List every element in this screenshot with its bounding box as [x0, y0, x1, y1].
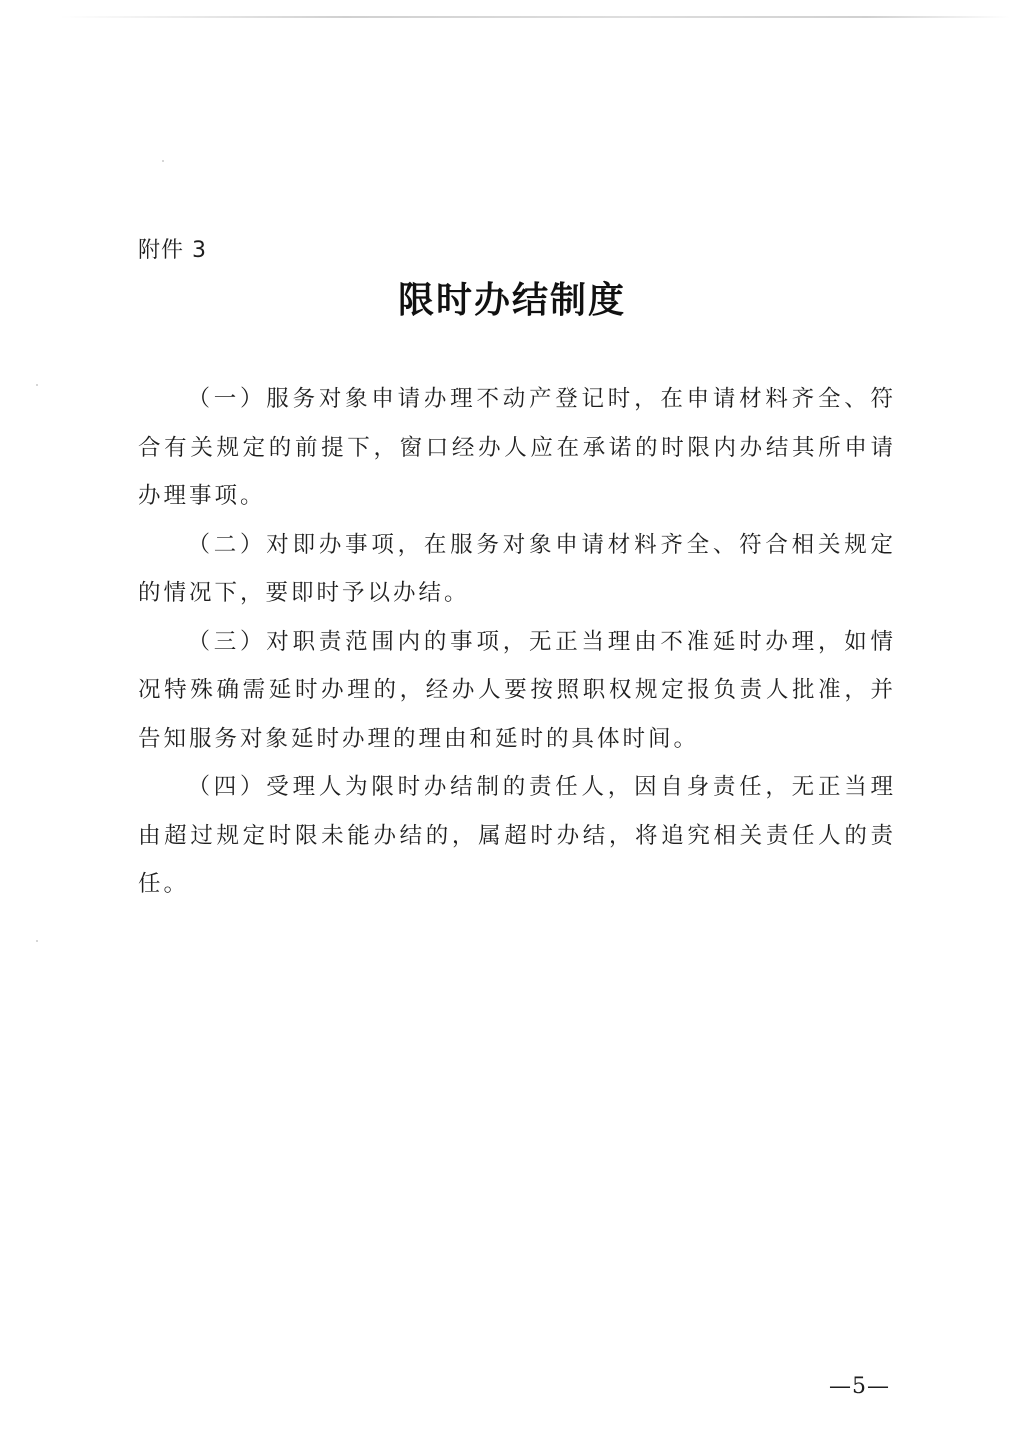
paragraph-2: （二）对即办事项，在服务对象申请材料齐全、符合相关规定的情况下，要即时予以办结。 — [138, 531, 896, 606]
scan-edge-line — [60, 16, 1010, 18]
page-number: —5— — [829, 1374, 890, 1399]
paragraph-4: （四）受理人为限时办结制的责任人，因自身责任，无正当理由超过规定时限未能办结的，属超时办结，将追究相关责任人的责任。 — [138, 774, 896, 897]
scan-speck — [36, 940, 38, 942]
scan-speck — [36, 384, 38, 386]
scan-speck — [162, 160, 164, 162]
document-title: 限时办结制度 — [397, 279, 626, 321]
paragraph-1: （一）服务对象申请办理不动产登记时，在申请材料齐全、符合有关规定的前提下，窗口经办人应在承诺的时限内办结其所申请办理事项。 — [138, 386, 896, 509]
attachment-label: 附件 3 — [138, 238, 207, 263]
document-body — [138, 375, 896, 909]
paragraph-3: （三）对职责范围内的事项，无正当理由不准延时办理，如情况特殊确需延时办理的，经办人要按照职权规定报负责人批准，并告知服务对象延时办理的理由和延时的具体时间。 — [138, 628, 896, 752]
